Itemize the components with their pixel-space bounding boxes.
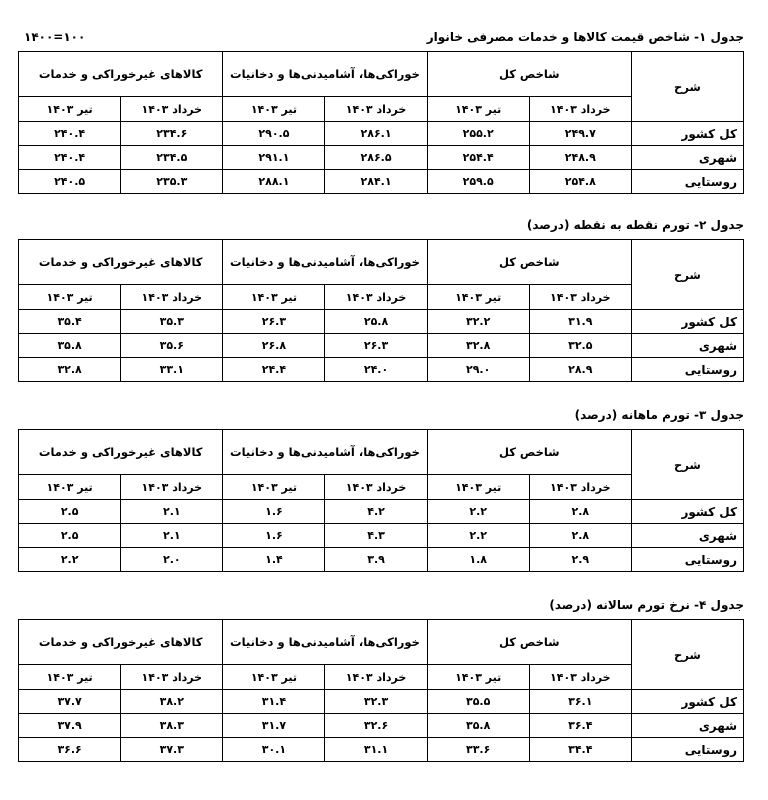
group-header-nonfood: کالاهای غیرخوراکی و خدمات [19, 240, 223, 285]
value-cell: ۳۵.۳ [121, 310, 223, 334]
value-cell: ۳۶.۶ [19, 738, 121, 762]
value-cell: ۲۶.۳ [223, 310, 325, 334]
table-row [19, 738, 744, 762]
row-label: روستایی [631, 738, 743, 762]
month-header: خرداد ۱۴۰۳ [121, 285, 223, 310]
value-cell: ۲۵.۸ [325, 310, 427, 334]
value-cell: ۲۳۵.۳ [121, 170, 223, 194]
table-3 [18, 429, 744, 572]
row-label: کل کشور [631, 310, 743, 334]
value-cell: ۲۴۰.۴ [19, 122, 121, 146]
month-header: تیر ۱۴۰۳ [223, 475, 325, 500]
value-cell: ۳۲.۵ [529, 334, 631, 358]
group-header-nonfood: کالاهای غیرخوراکی و خدمات [19, 430, 223, 475]
value-cell: ۳۷.۳ [121, 738, 223, 762]
value-cell: ۳۲.۲ [427, 310, 529, 334]
value-cell: ۳۱.۱ [325, 738, 427, 762]
value-cell: ۲.۲ [19, 548, 121, 572]
table-block-1 [0, 30, 768, 189]
group-header-row [19, 52, 744, 97]
row-header-cell: شرح [631, 620, 743, 690]
month-header: خرداد ۱۴۰۳ [325, 665, 427, 690]
month-header: تیر ۱۴۰۳ [427, 475, 529, 500]
value-cell: ۳۵.۸ [19, 334, 121, 358]
value-cell: ۳۷.۹ [19, 714, 121, 738]
value-cell: ۲۳۴.۶ [121, 122, 223, 146]
month-header: تیر ۱۴۰۳ [19, 97, 121, 122]
month-header: تیر ۱۴۰۳ [223, 665, 325, 690]
table-caption-3: جدول ۳- تورم ماهانه (درصد) [574, 408, 744, 422]
value-cell: ۲۸۶.۱ [325, 122, 427, 146]
row-header-cell: شرح [631, 52, 743, 122]
value-cell: ۲۴۰.۴ [19, 146, 121, 170]
row-label: کل کشور [631, 690, 743, 714]
value-cell: ۲.۱ [121, 524, 223, 548]
value-cell: ۳۱.۴ [223, 690, 325, 714]
table-block-4 [0, 598, 768, 757]
value-cell: ۳۴.۴ [529, 738, 631, 762]
month-header: خرداد ۱۴۰۳ [529, 475, 631, 500]
table-4 [18, 619, 744, 762]
table-row [19, 714, 744, 738]
row-label: شهری [631, 714, 743, 738]
table-caption-4: جدول ۴- نرخ تورم سالانه (درصد) [549, 598, 744, 612]
month-header: تیر ۱۴۰۳ [19, 475, 121, 500]
month-header: خرداد ۱۴۰۳ [529, 285, 631, 310]
value-cell: ۲.۱ [121, 500, 223, 524]
value-cell: ۲۴۸.۹ [529, 146, 631, 170]
base-year-note: ۱۴۰۰=۱۰۰ [24, 30, 86, 44]
value-cell: ۳۱.۹ [529, 310, 631, 334]
value-cell: ۳۱.۷ [223, 714, 325, 738]
value-cell: ۲۵۴.۸ [529, 170, 631, 194]
table-row [19, 310, 744, 334]
month-header: خرداد ۱۴۰۳ [325, 97, 427, 122]
row-header-cell: شرح [631, 240, 743, 310]
value-cell: ۳۲.۳ [325, 690, 427, 714]
value-cell: ۲۴۹.۷ [529, 122, 631, 146]
group-header-nonfood: کالاهای غیرخوراکی و خدمات [19, 52, 223, 97]
row-label: کل کشور [631, 122, 743, 146]
value-cell: ۲۴.۰ [325, 358, 427, 382]
value-cell: ۳.۹ [325, 548, 427, 572]
value-cell: ۳۵.۸ [427, 714, 529, 738]
month-header: خرداد ۱۴۰۳ [121, 97, 223, 122]
value-cell: ۳۵.۴ [19, 310, 121, 334]
table-row [19, 524, 744, 548]
table-row [19, 548, 744, 572]
value-cell: ۲۹۰.۵ [223, 122, 325, 146]
table-caption-2: جدول ۲- تورم نقطه به نقطه (درصد) [526, 218, 744, 232]
month-header: تیر ۱۴۰۳ [19, 665, 121, 690]
value-cell: ۲۶.۳ [325, 334, 427, 358]
value-cell: ۱.۶ [223, 524, 325, 548]
month-header: خرداد ۱۴۰۳ [529, 97, 631, 122]
month-header: خرداد ۱۴۰۳ [529, 665, 631, 690]
group-header-food: خوراکی‌ها، آشامیدنی‌ها و دخانیات [223, 240, 427, 285]
value-cell: ۳۷.۷ [19, 690, 121, 714]
value-cell: ۲۸۸.۱ [223, 170, 325, 194]
value-cell: ۱.۶ [223, 500, 325, 524]
group-header-row [19, 430, 744, 475]
value-cell: ۲.۸ [529, 524, 631, 548]
value-cell: ۳۲.۸ [19, 358, 121, 382]
value-cell: ۲۸۶.۵ [325, 146, 427, 170]
month-header: خرداد ۱۴۰۳ [121, 475, 223, 500]
value-cell: ۲.۰ [121, 548, 223, 572]
caption-row-1 [0, 30, 768, 50]
group-header-food: خوراکی‌ها، آشامیدنی‌ها و دخانیات [223, 52, 427, 97]
value-cell: ۲.۹ [529, 548, 631, 572]
value-cell: ۳۵.۵ [427, 690, 529, 714]
value-cell: ۲۳۴.۵ [121, 146, 223, 170]
value-cell: ۳۰.۱ [223, 738, 325, 762]
value-cell: ۲۹۱.۱ [223, 146, 325, 170]
group-header-nonfood: کالاهای غیرخوراکی و خدمات [19, 620, 223, 665]
row-label: روستایی [631, 170, 743, 194]
group-header-total: شاخص کل [427, 430, 631, 475]
table-row [19, 500, 744, 524]
month-header: خرداد ۱۴۰۳ [325, 475, 427, 500]
value-cell: ۲.۸ [529, 500, 631, 524]
month-header: خرداد ۱۴۰۳ [121, 665, 223, 690]
group-header-food: خوراکی‌ها، آشامیدنی‌ها و دخانیات [223, 620, 427, 665]
table-block-2 [0, 218, 768, 377]
group-header-total: شاخص کل [427, 240, 631, 285]
table-row [19, 334, 744, 358]
value-cell: ۲۴.۴ [223, 358, 325, 382]
table-2 [18, 239, 744, 382]
table-row [19, 170, 744, 194]
group-header-total: شاخص کل [427, 620, 631, 665]
row-label: روستایی [631, 358, 743, 382]
group-header-total: شاخص کل [427, 52, 631, 97]
value-cell: ۲۴۰.۵ [19, 170, 121, 194]
value-cell: ۲.۲ [427, 524, 529, 548]
month-header: تیر ۱۴۰۳ [427, 285, 529, 310]
month-header: تیر ۱۴۰۳ [223, 285, 325, 310]
value-cell: ۳۲.۶ [325, 714, 427, 738]
caption-row-2 [0, 218, 768, 238]
table-row [19, 146, 744, 170]
value-cell: ۳۸.۳ [121, 714, 223, 738]
table-row [19, 122, 744, 146]
value-cell: ۱.۴ [223, 548, 325, 572]
value-cell: ۲۸.۹ [529, 358, 631, 382]
month-header: تیر ۱۴۰۳ [19, 285, 121, 310]
caption-row-4 [0, 598, 768, 618]
group-header-row [19, 620, 744, 665]
value-cell: ۲.۵ [19, 500, 121, 524]
value-cell: ۳۳.۶ [427, 738, 529, 762]
table-row [19, 690, 744, 714]
value-cell: ۴.۲ [325, 500, 427, 524]
month-header: تیر ۱۴۰۳ [427, 665, 529, 690]
value-cell: ۲۵۵.۲ [427, 122, 529, 146]
value-cell: ۲۶.۸ [223, 334, 325, 358]
value-cell: ۲۹.۰ [427, 358, 529, 382]
value-cell: ۳۶.۱ [529, 690, 631, 714]
value-cell: ۴.۳ [325, 524, 427, 548]
row-label: شهری [631, 334, 743, 358]
month-header: تیر ۱۴۰۳ [427, 97, 529, 122]
value-cell: ۲.۲ [427, 500, 529, 524]
table-row [19, 358, 744, 382]
group-header-food: خوراکی‌ها، آشامیدنی‌ها و دخانیات [223, 430, 427, 475]
value-cell: ۳۶.۴ [529, 714, 631, 738]
value-cell: ۱.۸ [427, 548, 529, 572]
value-cell: ۳۲.۸ [427, 334, 529, 358]
value-cell: ۳۳.۱ [121, 358, 223, 382]
value-cell: ۲.۵ [19, 524, 121, 548]
value-cell: ۳۸.۲ [121, 690, 223, 714]
row-label: شهری [631, 524, 743, 548]
row-label: روستایی [631, 548, 743, 572]
value-cell: ۲۸۴.۱ [325, 170, 427, 194]
value-cell: ۲۵۴.۴ [427, 146, 529, 170]
month-header: تیر ۱۴۰۳ [223, 97, 325, 122]
value-cell: ۳۵.۶ [121, 334, 223, 358]
table-1 [18, 51, 744, 194]
row-label: کل کشور [631, 500, 743, 524]
table-block-3 [0, 408, 768, 567]
month-header: خرداد ۱۴۰۳ [325, 285, 427, 310]
table-caption-1: جدول ۱- شاخص قیمت کالاها و خدمات مصرفی خانوار [426, 30, 744, 44]
row-header-cell: شرح [631, 430, 743, 500]
group-header-row [19, 240, 744, 285]
value-cell: ۲۵۹.۵ [427, 170, 529, 194]
caption-row-3 [0, 408, 768, 428]
row-label: شهری [631, 146, 743, 170]
